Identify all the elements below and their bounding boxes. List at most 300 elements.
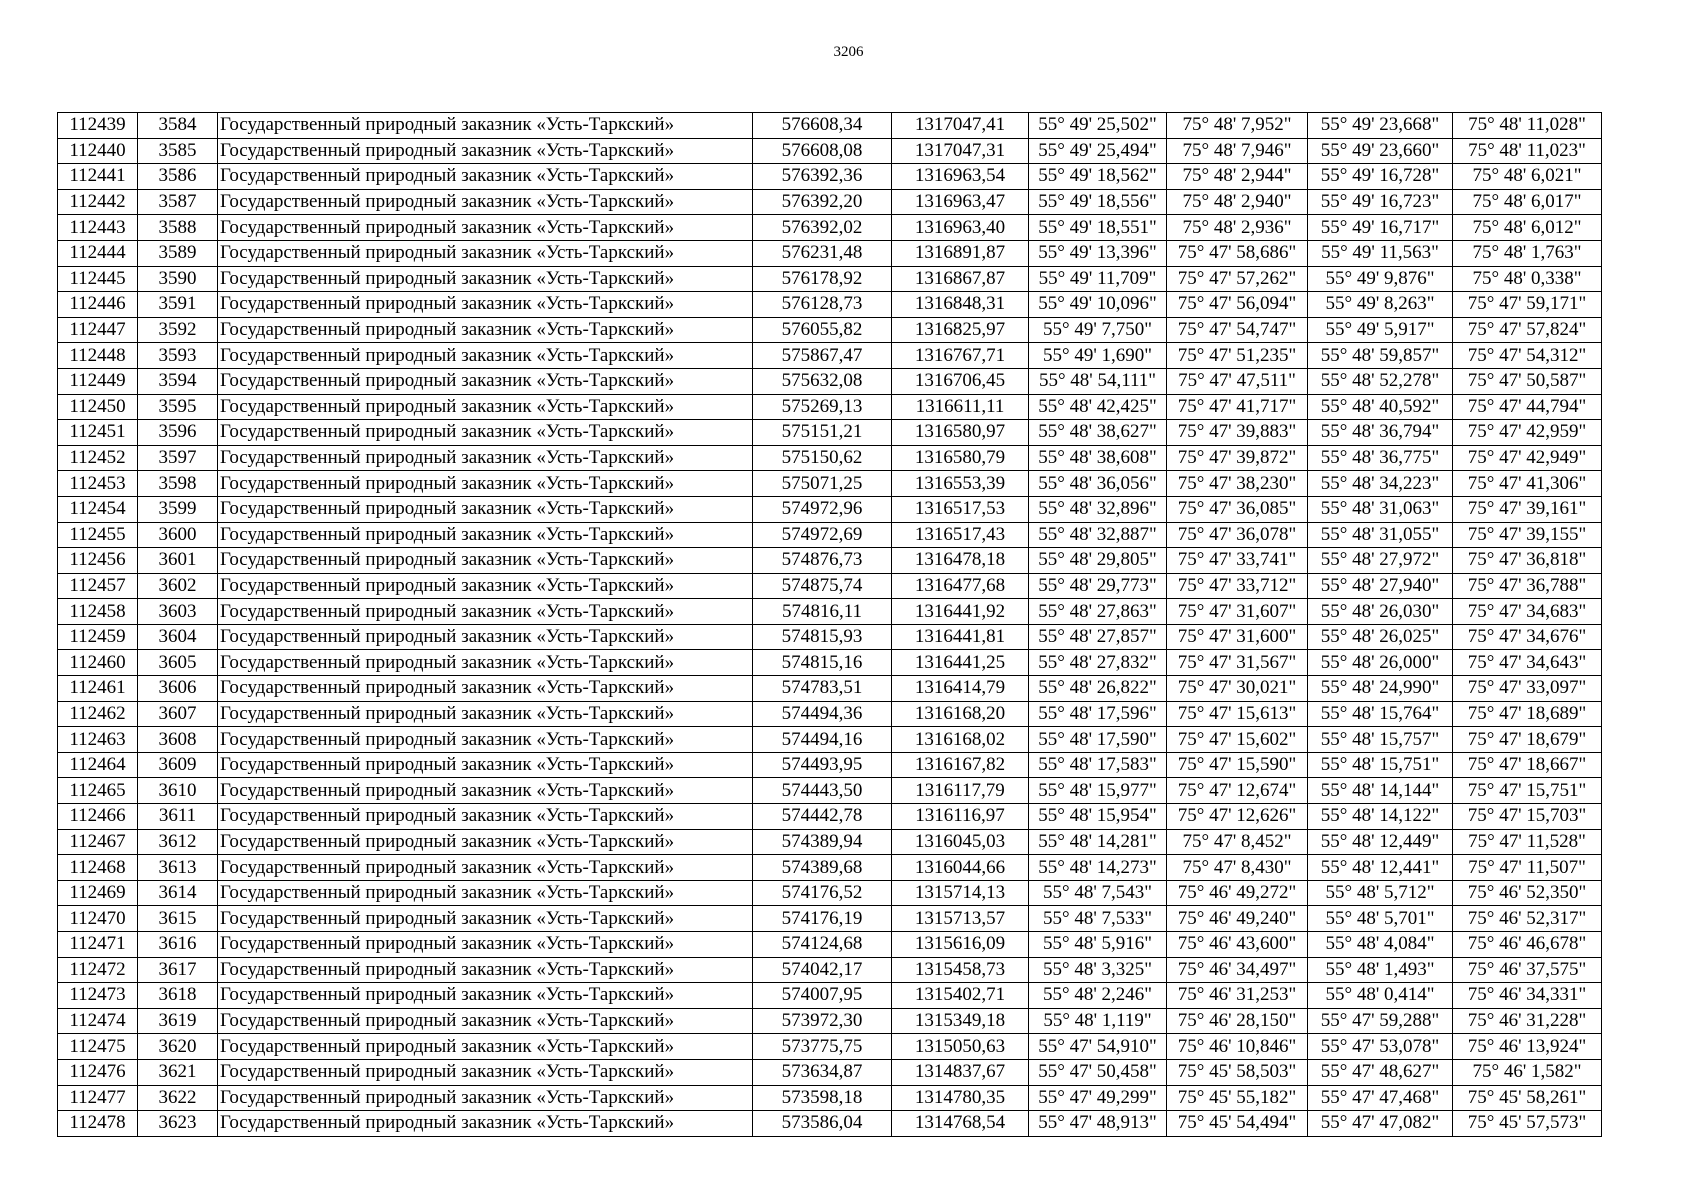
point-number-cell: 3593: [138, 343, 218, 369]
coord-y-cell: 1316825,97: [892, 317, 1029, 343]
row-id-cell: 112464: [58, 752, 138, 778]
latitude-1-cell: 55° 49' 10,096": [1029, 292, 1167, 318]
longitude-2-cell: 75° 47' 36,788": [1453, 573, 1602, 599]
longitude-1-cell: 75° 47' 41,717": [1167, 394, 1308, 420]
row-id-cell: 112444: [58, 240, 138, 266]
latitude-2-cell: 55° 48' 12,441": [1308, 855, 1453, 881]
longitude-2-cell: 75° 47' 59,171": [1453, 292, 1602, 318]
point-number-cell: 3592: [138, 317, 218, 343]
point-number-cell: 3610: [138, 778, 218, 804]
coord-x-cell: 576608,34: [753, 113, 892, 139]
object-name-cell: Государственный природный заказник «Усть-Таркский»: [218, 932, 753, 958]
latitude-2-cell: 55° 48' 34,223": [1308, 471, 1453, 497]
latitude-1-cell: 55° 48' 7,543": [1029, 880, 1167, 906]
point-number-cell: 3597: [138, 445, 218, 471]
table-row: [58, 829, 1602, 855]
object-name-cell: Государственный природный заказник «Усть-Таркский»: [218, 138, 753, 164]
longitude-1-cell: 75° 47' 12,626": [1167, 804, 1308, 830]
latitude-2-cell: 55° 48' 14,122": [1308, 804, 1453, 830]
longitude-1-cell: 75° 45' 58,503": [1167, 1059, 1308, 1085]
table-row: [58, 957, 1602, 983]
object-name-cell: Государственный природный заказник «Усть-Таркский»: [218, 113, 753, 139]
point-number-cell: 3613: [138, 855, 218, 881]
table-row: [58, 522, 1602, 548]
longitude-2-cell: 75° 46' 34,331": [1453, 983, 1602, 1009]
latitude-1-cell: 55° 48' 15,977": [1029, 778, 1167, 804]
coordinates-table: [57, 112, 1602, 1137]
coord-x-cell: 574972,69: [753, 522, 892, 548]
longitude-2-cell: 75° 46' 37,575": [1453, 957, 1602, 983]
object-name-cell: Государственный природный заказник «Усть-Таркский»: [218, 420, 753, 446]
point-number-cell: 3600: [138, 522, 218, 548]
latitude-1-cell: 55° 49' 7,750": [1029, 317, 1167, 343]
row-id-cell: 112451: [58, 420, 138, 446]
longitude-2-cell: 75° 48' 0,338": [1453, 266, 1602, 292]
coord-y-cell: 1316867,87: [892, 266, 1029, 292]
row-id-cell: 112454: [58, 496, 138, 522]
longitude-1-cell: 75° 47' 39,872": [1167, 445, 1308, 471]
point-number-cell: 3584: [138, 113, 218, 139]
coord-x-cell: 574783,51: [753, 676, 892, 702]
row-id-cell: 112443: [58, 215, 138, 241]
longitude-2-cell: 75° 46' 52,317": [1453, 906, 1602, 932]
coord-y-cell: 1316044,66: [892, 855, 1029, 881]
latitude-2-cell: 55° 47' 47,468": [1308, 1085, 1453, 1111]
longitude-1-cell: 75° 47' 15,613": [1167, 701, 1308, 727]
coord-y-cell: 1316117,79: [892, 778, 1029, 804]
latitude-1-cell: 55° 47' 48,913": [1029, 1111, 1167, 1137]
point-number-cell: 3618: [138, 983, 218, 1009]
table-row: [58, 676, 1602, 702]
longitude-2-cell: 75° 48' 11,023": [1453, 138, 1602, 164]
latitude-2-cell: 55° 49' 5,917": [1308, 317, 1453, 343]
table-row: [58, 932, 1602, 958]
longitude-2-cell: 75° 46' 52,350": [1453, 880, 1602, 906]
row-id-cell: 112442: [58, 189, 138, 215]
latitude-2-cell: 55° 49' 16,723": [1308, 189, 1453, 215]
longitude-1-cell: 75° 47' 57,262": [1167, 266, 1308, 292]
coord-x-cell: 575071,25: [753, 471, 892, 497]
coord-y-cell: 1316441,25: [892, 650, 1029, 676]
longitude-1-cell: 75° 47' 51,235": [1167, 343, 1308, 369]
table-row: [58, 1085, 1602, 1111]
row-id-cell: 112476: [58, 1059, 138, 1085]
table-row: [58, 394, 1602, 420]
coord-x-cell: 576178,92: [753, 266, 892, 292]
latitude-1-cell: 55° 48' 32,896": [1029, 496, 1167, 522]
latitude-2-cell: 55° 49' 16,728": [1308, 164, 1453, 190]
latitude-1-cell: 55° 48' 27,857": [1029, 624, 1167, 650]
longitude-2-cell: 75° 45' 57,573": [1453, 1111, 1602, 1137]
longitude-2-cell: 75° 47' 15,703": [1453, 804, 1602, 830]
latitude-2-cell: 55° 47' 47,082": [1308, 1111, 1453, 1137]
longitude-1-cell: 75° 47' 12,674": [1167, 778, 1308, 804]
coord-x-cell: 573598,18: [753, 1085, 892, 1111]
coord-y-cell: 1315616,09: [892, 932, 1029, 958]
coord-y-cell: 1316441,81: [892, 624, 1029, 650]
coord-y-cell: 1317047,31: [892, 138, 1029, 164]
coord-y-cell: 1316478,18: [892, 548, 1029, 574]
table-row: [58, 906, 1602, 932]
longitude-2-cell: 75° 48' 6,012": [1453, 215, 1602, 241]
coord-y-cell: 1316414,79: [892, 676, 1029, 702]
coord-y-cell: 1316891,87: [892, 240, 1029, 266]
latitude-1-cell: 55° 49' 25,502": [1029, 113, 1167, 139]
object-name-cell: Государственный природный заказник «Усть-Таркский»: [218, 292, 753, 318]
coord-x-cell: 573586,04: [753, 1111, 892, 1137]
coord-x-cell: 574493,95: [753, 752, 892, 778]
latitude-1-cell: 55° 48' 1,119": [1029, 1008, 1167, 1034]
row-id-cell: 112440: [58, 138, 138, 164]
object-name-cell: Государственный природный заказник «Усть-Таркский»: [218, 880, 753, 906]
longitude-1-cell: 75° 45' 54,494": [1167, 1111, 1308, 1137]
row-id-cell: 112461: [58, 676, 138, 702]
latitude-1-cell: 55° 48' 15,954": [1029, 804, 1167, 830]
latitude-2-cell: 55° 48' 5,712": [1308, 880, 1453, 906]
row-id-cell: 112446: [58, 292, 138, 318]
longitude-1-cell: 75° 46' 43,600": [1167, 932, 1308, 958]
table-row: [58, 701, 1602, 727]
longitude-2-cell: 75° 47' 11,507": [1453, 855, 1602, 881]
coord-x-cell: 574494,36: [753, 701, 892, 727]
table-row: [58, 752, 1602, 778]
latitude-2-cell: 55° 48' 15,751": [1308, 752, 1453, 778]
object-name-cell: Государственный природный заказник «Усть-Таркский»: [218, 317, 753, 343]
row-id-cell: 112477: [58, 1085, 138, 1111]
row-id-cell: 112475: [58, 1034, 138, 1060]
row-id-cell: 112460: [58, 650, 138, 676]
latitude-2-cell: 55° 48' 5,701": [1308, 906, 1453, 932]
latitude-1-cell: 55° 49' 1,690": [1029, 343, 1167, 369]
row-id-cell: 112441: [58, 164, 138, 190]
latitude-1-cell: 55° 48' 29,805": [1029, 548, 1167, 574]
latitude-2-cell: 55° 49' 9,876": [1308, 266, 1453, 292]
longitude-2-cell: 75° 48' 11,028": [1453, 113, 1602, 139]
coord-x-cell: 576055,82: [753, 317, 892, 343]
point-number-cell: 3612: [138, 829, 218, 855]
coord-x-cell: 576608,08: [753, 138, 892, 164]
latitude-1-cell: 55° 49' 11,709": [1029, 266, 1167, 292]
coord-y-cell: 1316553,39: [892, 471, 1029, 497]
latitude-2-cell: 55° 48' 31,063": [1308, 496, 1453, 522]
coord-y-cell: 1314837,67: [892, 1059, 1029, 1085]
row-id-cell: 112448: [58, 343, 138, 369]
object-name-cell: Государственный природный заказник «Усть-Таркский»: [218, 1059, 753, 1085]
latitude-2-cell: 55° 47' 48,627": [1308, 1059, 1453, 1085]
object-name-cell: Государственный природный заказник «Усть-Таркский»: [218, 829, 753, 855]
coord-y-cell: 1316963,40: [892, 215, 1029, 241]
row-id-cell: 112455: [58, 522, 138, 548]
page-number: 3206: [833, 44, 864, 60]
object-name-cell: Государственный природный заказник «Усть-Таркский»: [218, 215, 753, 241]
coord-y-cell: 1316477,68: [892, 573, 1029, 599]
longitude-1-cell: 75° 47' 8,430": [1167, 855, 1308, 881]
table-row: [58, 880, 1602, 906]
latitude-2-cell: 55° 48' 1,493": [1308, 957, 1453, 983]
coord-x-cell: 574816,11: [753, 599, 892, 625]
coord-y-cell: 1316167,82: [892, 752, 1029, 778]
latitude-1-cell: 55° 47' 50,458": [1029, 1059, 1167, 1085]
coord-x-cell: 574124,68: [753, 932, 892, 958]
coord-x-cell: 574972,96: [753, 496, 892, 522]
coord-x-cell: 574876,73: [753, 548, 892, 574]
longitude-2-cell: 75° 45' 58,261": [1453, 1085, 1602, 1111]
point-number-cell: 3606: [138, 676, 218, 702]
table-row: [58, 471, 1602, 497]
point-number-cell: 3608: [138, 727, 218, 753]
table-row: [58, 804, 1602, 830]
object-name-cell: Государственный природный заказник «Усть-Таркский»: [218, 1111, 753, 1137]
longitude-2-cell: 75° 46' 1,582": [1453, 1059, 1602, 1085]
object-name-cell: Государственный природный заказник «Усть-Таркский»: [218, 1085, 753, 1111]
latitude-2-cell: 55° 48' 14,144": [1308, 778, 1453, 804]
latitude-2-cell: 55° 48' 15,757": [1308, 727, 1453, 753]
latitude-2-cell: 55° 47' 59,288": [1308, 1008, 1453, 1034]
latitude-1-cell: 55° 48' 54,111": [1029, 368, 1167, 394]
object-name-cell: Государственный природный заказник «Усть-Таркский»: [218, 343, 753, 369]
coord-y-cell: 1317047,41: [892, 113, 1029, 139]
row-id-cell: 112462: [58, 701, 138, 727]
table-row: [58, 855, 1602, 881]
longitude-2-cell: 75° 47' 18,689": [1453, 701, 1602, 727]
latitude-2-cell: 55° 48' 12,449": [1308, 829, 1453, 855]
object-name-cell: Государственный природный заказник «Усть-Таркский»: [218, 240, 753, 266]
longitude-1-cell: 75° 46' 10,846": [1167, 1034, 1308, 1060]
point-number-cell: 3609: [138, 752, 218, 778]
table-row: [58, 778, 1602, 804]
coord-x-cell: 575150,62: [753, 445, 892, 471]
point-number-cell: 3590: [138, 266, 218, 292]
latitude-2-cell: 55° 49' 23,668": [1308, 113, 1453, 139]
table-row: [58, 343, 1602, 369]
row-id-cell: 112470: [58, 906, 138, 932]
longitude-2-cell: 75° 47' 42,949": [1453, 445, 1602, 471]
point-number-cell: 3591: [138, 292, 218, 318]
table-row: [58, 420, 1602, 446]
point-number-cell: 3603: [138, 599, 218, 625]
coord-y-cell: 1316045,03: [892, 829, 1029, 855]
row-id-cell: 112439: [58, 113, 138, 139]
coord-x-cell: 574176,19: [753, 906, 892, 932]
point-number-cell: 3599: [138, 496, 218, 522]
point-number-cell: 3604: [138, 624, 218, 650]
longitude-2-cell: 75° 46' 46,678": [1453, 932, 1602, 958]
latitude-2-cell: 55° 48' 26,025": [1308, 624, 1453, 650]
object-name-cell: Государственный природный заказник «Усть-Таркский»: [218, 778, 753, 804]
coord-y-cell: 1316611,11: [892, 394, 1029, 420]
object-name-cell: Государственный природный заказник «Усть-Таркский»: [218, 573, 753, 599]
longitude-2-cell: 75° 47' 34,643": [1453, 650, 1602, 676]
point-number-cell: 3611: [138, 804, 218, 830]
coord-y-cell: 1316580,97: [892, 420, 1029, 446]
longitude-1-cell: 75° 47' 31,600": [1167, 624, 1308, 650]
object-name-cell: Государственный природный заказник «Усть-Таркский»: [218, 368, 753, 394]
object-name-cell: Государственный природный заказник «Усть-Таркский»: [218, 855, 753, 881]
table-row: [58, 624, 1602, 650]
point-number-cell: 3589: [138, 240, 218, 266]
row-id-cell: 112456: [58, 548, 138, 574]
latitude-1-cell: 55° 48' 17,583": [1029, 752, 1167, 778]
longitude-2-cell: 75° 47' 41,306": [1453, 471, 1602, 497]
table-row: [58, 727, 1602, 753]
longitude-1-cell: 75° 48' 7,946": [1167, 138, 1308, 164]
coord-x-cell: 576231,48: [753, 240, 892, 266]
longitude-1-cell: 75° 47' 30,021": [1167, 676, 1308, 702]
row-id-cell: 112465: [58, 778, 138, 804]
coord-y-cell: 1314768,54: [892, 1111, 1029, 1137]
latitude-2-cell: 55° 47' 53,078": [1308, 1034, 1453, 1060]
longitude-2-cell: 75° 47' 36,818": [1453, 548, 1602, 574]
row-id-cell: 112445: [58, 266, 138, 292]
longitude-2-cell: 75° 47' 57,824": [1453, 317, 1602, 343]
coord-y-cell: 1316168,02: [892, 727, 1029, 753]
table-row: [58, 292, 1602, 318]
longitude-1-cell: 75° 47' 47,511": [1167, 368, 1308, 394]
row-id-cell: 112473: [58, 983, 138, 1009]
table-row: [58, 1034, 1602, 1060]
latitude-1-cell: 55° 47' 49,299": [1029, 1085, 1167, 1111]
longitude-1-cell: 75° 46' 49,240": [1167, 906, 1308, 932]
longitude-2-cell: 75° 47' 50,587": [1453, 368, 1602, 394]
coord-x-cell: 574389,68: [753, 855, 892, 881]
latitude-1-cell: 55° 48' 7,533": [1029, 906, 1167, 932]
object-name-cell: Государственный природный заказник «Усть-Таркский»: [218, 701, 753, 727]
latitude-2-cell: 55° 49' 23,660": [1308, 138, 1453, 164]
latitude-1-cell: 55° 49' 25,494": [1029, 138, 1167, 164]
table-row: [58, 368, 1602, 394]
longitude-2-cell: 75° 47' 34,683": [1453, 599, 1602, 625]
coord-x-cell: 575269,13: [753, 394, 892, 420]
object-name-cell: Государственный природный заказник «Усть-Таркский»: [218, 394, 753, 420]
longitude-1-cell: 75° 47' 36,085": [1167, 496, 1308, 522]
row-id-cell: 112466: [58, 804, 138, 830]
point-number-cell: 3623: [138, 1111, 218, 1137]
longitude-1-cell: 75° 47' 58,686": [1167, 240, 1308, 266]
latitude-1-cell: 55° 48' 26,822": [1029, 676, 1167, 702]
latitude-1-cell: 55° 48' 17,590": [1029, 727, 1167, 753]
row-id-cell: 112449: [58, 368, 138, 394]
object-name-cell: Государственный природный заказник «Усть-Таркский»: [218, 983, 753, 1009]
longitude-1-cell: 75° 47' 33,741": [1167, 548, 1308, 574]
longitude-1-cell: 75° 47' 39,883": [1167, 420, 1308, 446]
longitude-1-cell: 75° 46' 31,253": [1167, 983, 1308, 1009]
row-id-cell: 112471: [58, 932, 138, 958]
coord-x-cell: 575151,21: [753, 420, 892, 446]
row-id-cell: 112467: [58, 829, 138, 855]
object-name-cell: Государственный природный заказник «Усть-Таркский»: [218, 599, 753, 625]
coord-y-cell: 1315402,71: [892, 983, 1029, 1009]
row-id-cell: 112472: [58, 957, 138, 983]
point-number-cell: 3598: [138, 471, 218, 497]
coord-x-cell: 574176,52: [753, 880, 892, 906]
object-name-cell: Государственный природный заказник «Усть-Таркский»: [218, 1034, 753, 1060]
row-id-cell: 112458: [58, 599, 138, 625]
object-name-cell: Государственный природный заказник «Усть-Таркский»: [218, 752, 753, 778]
point-number-cell: 3620: [138, 1034, 218, 1060]
table-row: [58, 1008, 1602, 1034]
latitude-1-cell: 55° 48' 17,596": [1029, 701, 1167, 727]
object-name-cell: Государственный природный заказник «Усть-Таркский»: [218, 1008, 753, 1034]
point-number-cell: 3621: [138, 1059, 218, 1085]
row-id-cell: 112453: [58, 471, 138, 497]
latitude-1-cell: 55° 48' 27,863": [1029, 599, 1167, 625]
latitude-1-cell: 55° 49' 18,556": [1029, 189, 1167, 215]
object-name-cell: Государственный природный заказник «Усть-Таркский»: [218, 548, 753, 574]
latitude-2-cell: 55° 48' 27,972": [1308, 548, 1453, 574]
coord-y-cell: 1316517,53: [892, 496, 1029, 522]
longitude-1-cell: 75° 47' 38,230": [1167, 471, 1308, 497]
point-number-cell: 3594: [138, 368, 218, 394]
longitude-2-cell: 75° 47' 11,528": [1453, 829, 1602, 855]
longitude-1-cell: 75° 46' 28,150": [1167, 1008, 1308, 1034]
longitude-2-cell: 75° 46' 31,228": [1453, 1008, 1602, 1034]
latitude-2-cell: 55° 48' 36,775": [1308, 445, 1453, 471]
coord-x-cell: 574042,17: [753, 957, 892, 983]
coord-y-cell: 1315349,18: [892, 1008, 1029, 1034]
latitude-2-cell: 55° 48' 27,940": [1308, 573, 1453, 599]
coord-x-cell: 574494,16: [753, 727, 892, 753]
longitude-1-cell: 75° 47' 15,590": [1167, 752, 1308, 778]
latitude-1-cell: 55° 48' 42,425": [1029, 394, 1167, 420]
coord-y-cell: 1316767,71: [892, 343, 1029, 369]
coord-y-cell: 1315050,63: [892, 1034, 1029, 1060]
latitude-1-cell: 55° 48' 2,246": [1029, 983, 1167, 1009]
coord-x-cell: 574007,95: [753, 983, 892, 1009]
object-name-cell: Государственный природный заказник «Усть-Таркский»: [218, 957, 753, 983]
latitude-2-cell: 55° 48' 24,990": [1308, 676, 1453, 702]
row-id-cell: 112452: [58, 445, 138, 471]
longitude-1-cell: 75° 45' 55,182": [1167, 1085, 1308, 1111]
table-row: [58, 113, 1602, 139]
coord-x-cell: 573775,75: [753, 1034, 892, 1060]
coord-y-cell: 1315714,13: [892, 880, 1029, 906]
table-row: [58, 650, 1602, 676]
latitude-2-cell: 55° 48' 40,592": [1308, 394, 1453, 420]
latitude-1-cell: 55° 48' 14,281": [1029, 829, 1167, 855]
longitude-1-cell: 75° 48' 2,940": [1167, 189, 1308, 215]
latitude-2-cell: 55° 49' 8,263": [1308, 292, 1453, 318]
object-name-cell: Государственный природный заказник «Усть-Таркский»: [218, 804, 753, 830]
point-number-cell: 3622: [138, 1085, 218, 1111]
latitude-1-cell: 55° 48' 38,627": [1029, 420, 1167, 446]
latitude-2-cell: 55° 48' 26,000": [1308, 650, 1453, 676]
table-row: [58, 266, 1602, 292]
table-row: [58, 317, 1602, 343]
object-name-cell: Государственный природный заказник «Усть-Таркский»: [218, 164, 753, 190]
coord-x-cell: 574443,50: [753, 778, 892, 804]
row-id-cell: 112459: [58, 624, 138, 650]
latitude-1-cell: 55° 47' 54,910": [1029, 1034, 1167, 1060]
table-row: [58, 1111, 1602, 1137]
longitude-1-cell: 75° 47' 15,602": [1167, 727, 1308, 753]
coord-x-cell: 574815,16: [753, 650, 892, 676]
object-name-cell: Государственный природный заказник «Усть-Таркский»: [218, 445, 753, 471]
latitude-1-cell: 55° 48' 27,832": [1029, 650, 1167, 676]
longitude-2-cell: 75° 47' 39,155": [1453, 522, 1602, 548]
longitude-2-cell: 75° 47' 39,161": [1453, 496, 1602, 522]
latitude-1-cell: 55° 48' 29,773": [1029, 573, 1167, 599]
longitude-1-cell: 75° 48' 2,944": [1167, 164, 1308, 190]
point-number-cell: 3616: [138, 932, 218, 958]
point-number-cell: 3595: [138, 394, 218, 420]
object-name-cell: Государственный природный заказник «Усть-Таркский»: [218, 727, 753, 753]
latitude-2-cell: 55° 48' 26,030": [1308, 599, 1453, 625]
latitude-2-cell: 55° 48' 0,414": [1308, 983, 1453, 1009]
coord-y-cell: 1316168,20: [892, 701, 1029, 727]
coord-y-cell: 1316963,54: [892, 164, 1029, 190]
coord-x-cell: 574442,78: [753, 804, 892, 830]
latitude-2-cell: 55° 49' 11,563": [1308, 240, 1453, 266]
